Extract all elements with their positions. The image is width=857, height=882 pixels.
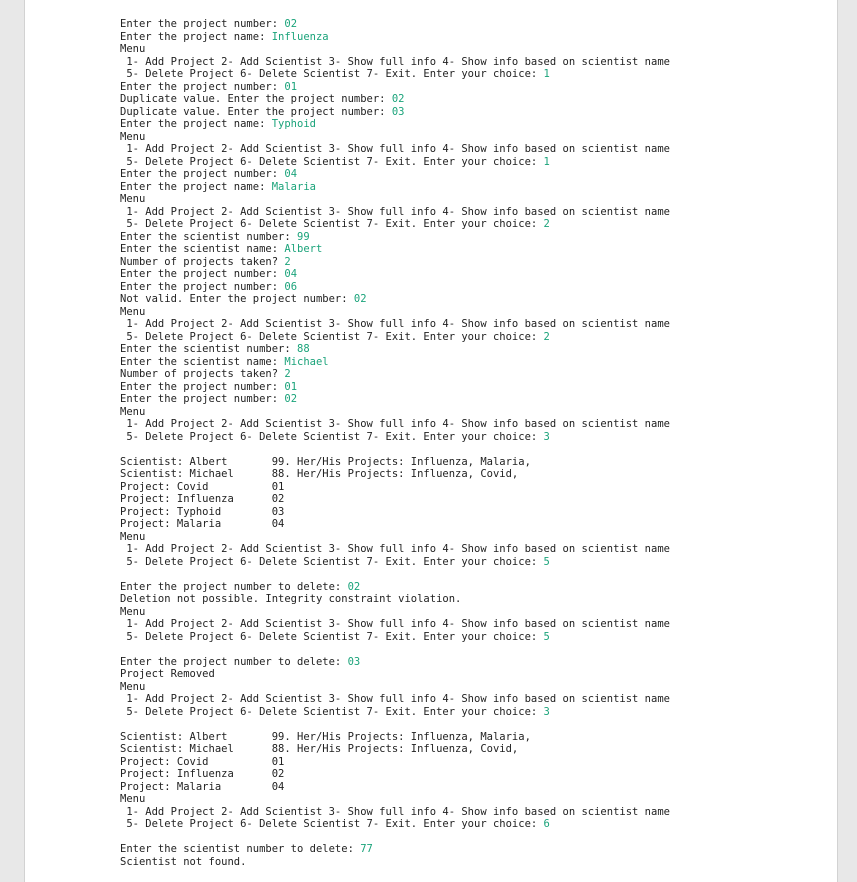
console-line-text: Deletion not possible. Integrity constraint violation. bbox=[120, 593, 462, 605]
console-line-text: Not valid. Enter the project number: bbox=[120, 293, 354, 305]
console-line-text: 5- Delete Project 6- Delete Scientist 7- Exit. Enter your choice: bbox=[120, 555, 544, 568]
user-input-value: 3 bbox=[543, 705, 550, 718]
console-line bbox=[120, 243, 670, 256]
console-line-text: 1- Add Project 2- Add Scientist 3- Show full info 4- Show info based on scientist name bbox=[120, 805, 670, 818]
console-line bbox=[120, 156, 670, 169]
console-line bbox=[120, 668, 670, 681]
console-line bbox=[120, 131, 670, 144]
user-input-value: 04 bbox=[284, 268, 298, 280]
user-input-value: Malaria bbox=[271, 180, 316, 193]
console-line-text: 1- Add Project 2- Add Scientist 3- Show full info 4- Show info based on scientist name bbox=[120, 318, 670, 330]
console-line bbox=[120, 743, 670, 756]
console-line bbox=[120, 806, 670, 819]
console-line-text: Duplicate value. Enter the project number: bbox=[120, 93, 392, 105]
console-line bbox=[120, 493, 670, 506]
console-line-text: Enter the scientist number: bbox=[120, 230, 298, 243]
console-line bbox=[120, 656, 670, 669]
console-line-text: Menu bbox=[120, 680, 146, 693]
console-line bbox=[120, 606, 670, 619]
console-line-text: Enter the scientist number to delete: bbox=[120, 843, 361, 855]
console-line bbox=[120, 356, 670, 369]
console-line bbox=[120, 68, 670, 81]
console-line-text: Enter the project name: bbox=[120, 118, 272, 130]
console-line bbox=[120, 506, 670, 519]
console-line bbox=[120, 643, 670, 656]
console-line-text: Menu bbox=[120, 305, 146, 318]
user-input-value: 77 bbox=[360, 843, 373, 855]
user-input-value: 01 bbox=[284, 380, 298, 393]
console-line-text: 5- Delete Project 6- Delete Scientist 7- Exit. Enter your choice: bbox=[120, 68, 544, 80]
console-line bbox=[120, 256, 670, 269]
console-line bbox=[120, 856, 670, 869]
console-line-text: 5- Delete Project 6- Delete Scientist 7- Exit. Enter your choice: bbox=[120, 705, 544, 718]
console-line-text: Enter the scientist number: bbox=[120, 343, 298, 355]
console-line-text: Enter the scientist name: bbox=[120, 243, 285, 255]
console-line bbox=[120, 443, 670, 456]
console-line bbox=[120, 31, 670, 44]
console-line-text: Enter the project number: bbox=[120, 268, 285, 280]
console-line-text: 1- Add Project 2- Add Scientist 3- Show full info 4- Show info based on scientist name bbox=[120, 543, 670, 555]
console-line-text: Number of projects taken? bbox=[120, 255, 285, 268]
user-input-value: 02 bbox=[353, 293, 367, 305]
console-line-text: Menu bbox=[120, 793, 146, 805]
user-input-value: 5 bbox=[543, 555, 550, 568]
console-line-text: 1- Add Project 2- Add Scientist 3- Show full info 4- Show info based on scientist name bbox=[120, 143, 670, 155]
console-line bbox=[120, 393, 670, 406]
console-line-text: Number of projects taken? bbox=[120, 368, 285, 380]
console-line bbox=[120, 468, 670, 481]
console-line-text: Project: Influenza 02 bbox=[120, 493, 285, 505]
user-input-value: 1 bbox=[543, 155, 550, 168]
console-line-text: 1- Add Project 2- Add Scientist 3- Show full info 4- Show info based on scientist name bbox=[120, 693, 670, 705]
user-input-value: 02 bbox=[391, 93, 405, 105]
console-line-text: Enter the project number: bbox=[120, 280, 285, 293]
console-line bbox=[120, 568, 670, 581]
console-line bbox=[120, 81, 670, 94]
console-line-text: 5- Delete Project 6- Delete Scientist 7- Exit. Enter your choice: bbox=[120, 330, 544, 343]
user-input-value: 02 bbox=[284, 393, 298, 405]
console-line-text: Project: Influenza 02 bbox=[120, 768, 285, 780]
console-line-text: Project: Covid 01 bbox=[120, 480, 285, 493]
console-line bbox=[120, 631, 670, 644]
console-line bbox=[120, 406, 670, 419]
console-line-text: Menu bbox=[120, 43, 146, 55]
console-line bbox=[120, 593, 670, 606]
console-line bbox=[120, 193, 670, 206]
console-line-text: Enter the project number: bbox=[120, 18, 285, 30]
console-line bbox=[120, 831, 670, 844]
console-line bbox=[120, 318, 670, 331]
console-line bbox=[120, 681, 670, 694]
console-line-text: 1- Add Project 2- Add Scientist 3- Show full info 4- Show info based on scientist name bbox=[120, 55, 670, 68]
console-line-text: Enter the project number: bbox=[120, 393, 285, 405]
console-line bbox=[120, 331, 670, 344]
user-input-value: 2 bbox=[284, 255, 291, 268]
console-line bbox=[120, 581, 670, 594]
console-line-text: 5- Delete Project 6- Delete Scientist 7- Exit. Enter your choice: bbox=[120, 430, 544, 443]
console-line-text: Project Removed bbox=[120, 668, 215, 680]
console-line-text: Scientist: Albert 99. Her/His Projects: Influenza, Malaria, bbox=[120, 455, 531, 468]
console-line bbox=[120, 168, 670, 181]
console-line bbox=[120, 106, 670, 119]
console-line bbox=[120, 693, 670, 706]
console-line-text: 5- Delete Project 6- Delete Scientist 7- Exit. Enter your choice: bbox=[120, 630, 544, 643]
console-line bbox=[120, 556, 670, 569]
console-line-text: 5- Delete Project 6- Delete Scientist 7- Exit. Enter your choice: bbox=[120, 218, 544, 230]
console-line-text: Project: Covid 01 bbox=[120, 755, 285, 768]
console-line bbox=[120, 731, 670, 744]
console-line bbox=[120, 368, 670, 381]
user-input-value: 2 bbox=[543, 330, 550, 343]
console-line bbox=[120, 843, 670, 856]
user-input-value: 03 bbox=[391, 105, 405, 118]
console-line bbox=[120, 56, 670, 69]
console-line bbox=[120, 231, 670, 244]
console-line-text: 1- Add Project 2- Add Scientist 3- Show full info 4- Show info based on scientist name bbox=[120, 205, 670, 218]
console-line-text: Project: Malaria 04 bbox=[120, 518, 285, 530]
user-input-value: 6 bbox=[543, 818, 550, 830]
user-input-value: 03 bbox=[347, 655, 361, 668]
console-line bbox=[120, 281, 670, 294]
console-line bbox=[120, 381, 670, 394]
user-input-value: 02 bbox=[284, 18, 298, 30]
console-line bbox=[120, 431, 670, 444]
console-line bbox=[120, 293, 670, 306]
console-line bbox=[120, 268, 670, 281]
user-input-value: Typhoid bbox=[271, 118, 316, 130]
console-line bbox=[120, 181, 670, 194]
user-input-value: 88 bbox=[297, 343, 310, 355]
console-line bbox=[120, 456, 670, 469]
user-input-value: 02 bbox=[347, 580, 361, 593]
console-line bbox=[120, 93, 670, 106]
console-line-text: 1- Add Project 2- Add Scientist 3- Show full info 4- Show info based on scientist name bbox=[120, 618, 670, 630]
console-line-text: Project: Typhoid 03 bbox=[120, 505, 285, 518]
console-line bbox=[120, 618, 670, 631]
console-line-text: Menu bbox=[120, 405, 146, 418]
console-line-text: Scientist: Michael 88. Her/His Projects: Influenza, Covid, bbox=[120, 743, 519, 755]
console-line-text: Enter the project name: bbox=[120, 30, 272, 43]
console-line bbox=[120, 543, 670, 556]
user-input-value: 5 bbox=[543, 630, 550, 643]
user-input-value: 01 bbox=[284, 80, 298, 93]
console-line bbox=[120, 706, 670, 719]
console-line-text: Scientist: Albert 99. Her/His Projects: Influenza, Malaria, bbox=[120, 730, 531, 743]
console-line-text: 5- Delete Project 6- Delete Scientist 7- Exit. Enter your choice: bbox=[120, 818, 544, 830]
console-line-text: Project: Malaria 04 bbox=[120, 780, 285, 793]
console-line bbox=[120, 781, 670, 794]
console-line bbox=[120, 18, 670, 31]
console-line bbox=[120, 306, 670, 319]
console-line-text: Menu bbox=[120, 530, 146, 543]
user-input-value: Influenza bbox=[271, 30, 329, 43]
console-output bbox=[120, 18, 670, 868]
console-line-text: 1- Add Project 2- Add Scientist 3- Show full info 4- Show info based on scientist name bbox=[120, 418, 670, 430]
user-input-value: 04 bbox=[284, 168, 298, 180]
console-line bbox=[120, 218, 670, 231]
console-line bbox=[120, 143, 670, 156]
console-line bbox=[120, 418, 670, 431]
console-line bbox=[120, 206, 670, 219]
console-line-text: Enter the scientist name: bbox=[120, 355, 285, 368]
console-line-text: Menu bbox=[120, 193, 146, 205]
console-line bbox=[120, 118, 670, 131]
console-line bbox=[120, 531, 670, 544]
user-input-value: Michael bbox=[284, 355, 329, 368]
console-line bbox=[120, 768, 670, 781]
console-line-text: Scientist: Michael 88. Her/His Projects: Influenza, Covid, bbox=[120, 468, 519, 480]
console-line-text: Enter the project number: bbox=[120, 168, 285, 180]
user-input-value: 2 bbox=[543, 218, 550, 230]
console-line bbox=[120, 793, 670, 806]
console-line-text: Menu bbox=[120, 130, 146, 143]
console-line bbox=[120, 756, 670, 769]
console-line-text: Enter the project number to delete: bbox=[120, 655, 348, 668]
user-input-value: 99 bbox=[297, 230, 310, 243]
console-line-text: Duplicate value. Enter the project number: bbox=[120, 105, 392, 118]
console-line bbox=[120, 518, 670, 531]
user-input-value: 3 bbox=[543, 430, 550, 443]
console-line bbox=[120, 343, 670, 356]
user-input-value: 2 bbox=[284, 368, 291, 380]
console-line bbox=[120, 481, 670, 494]
console-line-text: Enter the project number: bbox=[120, 380, 285, 393]
console-line-text: Enter the project name: bbox=[120, 180, 272, 193]
console-line-text: Menu bbox=[120, 605, 146, 618]
user-input-value: 06 bbox=[284, 280, 298, 293]
console-line bbox=[120, 818, 670, 831]
user-input-value: Albert bbox=[284, 243, 323, 255]
user-input-value: 1 bbox=[543, 68, 550, 80]
console-line bbox=[120, 43, 670, 56]
console-line-text: Enter the project number: bbox=[120, 80, 285, 93]
console-line-text: Enter the project number to delete: bbox=[120, 580, 348, 593]
document-page bbox=[24, 0, 838, 882]
console-line bbox=[120, 718, 670, 731]
console-line-text: Scientist not found. bbox=[120, 855, 247, 868]
console-line-text: 5- Delete Project 6- Delete Scientist 7- Exit. Enter your choice: bbox=[120, 155, 544, 168]
